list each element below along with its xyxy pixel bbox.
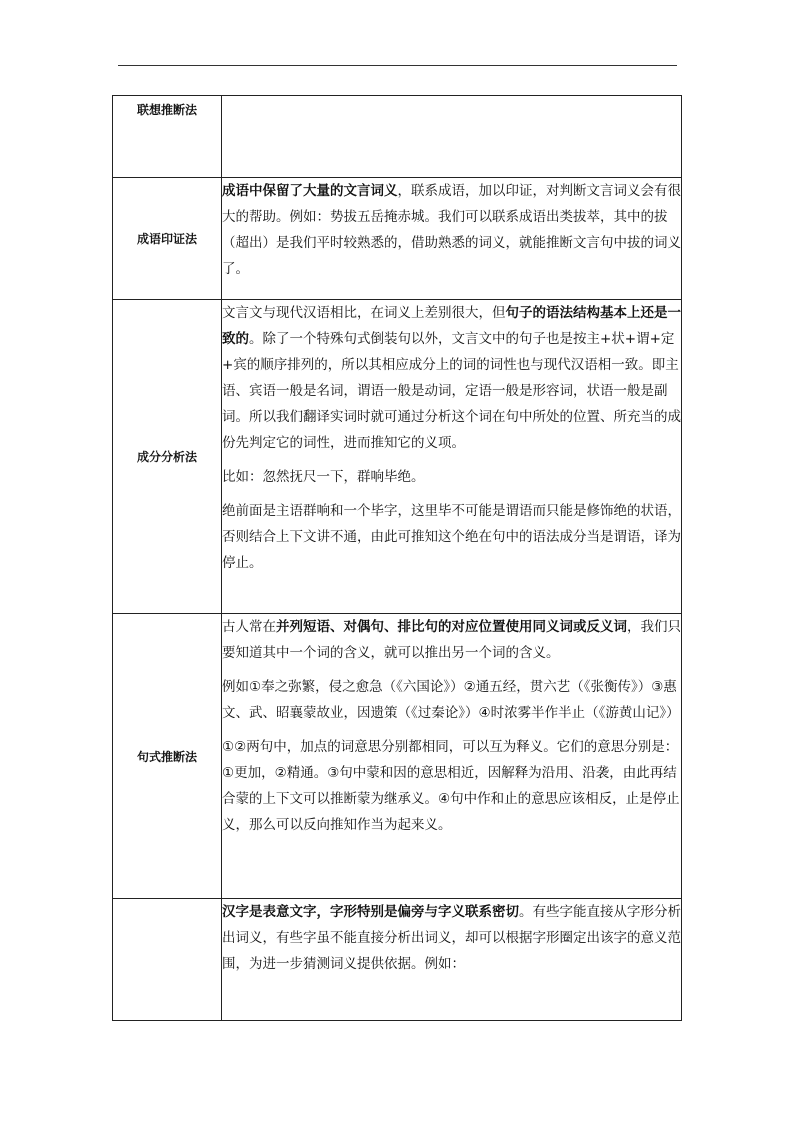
table-row	[113, 300, 682, 614]
bold-text: 成语中保留了大量的文言词义	[222, 183, 398, 199]
text-run: 。除了一个特殊句式倒装句以外，文言文中的句子也是按主+状+谓+定+宾的顺序排列的，所以其相应成分上的词的词性也与现代汉语相一致。即主语、宾语一般是名词，谓语一般是动词，定语一般是形容词，状语一般是副词。所以我们翻译实词时就可通过分析这个词在句中所处的位置、所充当的成份先判定它的词性，进而推知它的义项。	[222, 331, 681, 451]
bold-text: 汉字是表意文字，字形特别是偏旁与字义联系密切	[222, 904, 519, 920]
table-row	[113, 178, 682, 300]
bold-text: 并列短语、对偶句、排比句的对应位置使用同义词或反义词	[276, 619, 627, 635]
method-label-cell	[113, 178, 222, 300]
paragraph	[222, 899, 681, 977]
method-description-cell	[222, 899, 682, 1021]
paragraph	[222, 300, 681, 456]
method-label-cell	[113, 96, 222, 178]
text-run: 绝前面是主语群响和一个毕字，这里毕不可能是谓语而只能是修饰绝的状语，否则结合上下文讲不通，由此可推知这个绝在句中的语法成分当是谓语，译为停止。	[222, 503, 681, 571]
text-run: 古人常在	[222, 619, 276, 635]
method-description-cell	[222, 96, 682, 178]
paragraph	[222, 674, 681, 726]
text-run: 例如①奉之弥繁，侵之愈急（《六国论》）②通五经，贯六艺（《张衡传》）③惠文、武、昭襄蒙故业，因遗策（《过秦论》）④时浓雾半作半止（《游黄山记》）	[222, 679, 680, 721]
paragraph	[222, 464, 681, 490]
method-description-cell	[222, 178, 682, 300]
method-label-cell	[113, 899, 222, 1021]
method-label: 成分分析法	[136, 450, 197, 464]
paragraph	[222, 178, 681, 282]
paragraph	[222, 614, 681, 666]
method-description-cell	[222, 614, 682, 899]
methods-table	[112, 95, 682, 1021]
method-label-cell	[113, 300, 222, 614]
paragraph	[222, 734, 681, 838]
text-run: 比如：忽然抚尺一下，群响毕绝。	[222, 469, 425, 485]
table-row	[113, 899, 682, 1021]
text-run: 文言文与现代汉语相比，在词义上差别很大，但	[222, 305, 506, 321]
header-rule	[118, 65, 677, 66]
method-label: 成语印证法	[136, 232, 197, 246]
table-row	[113, 96, 682, 178]
method-label-cell	[113, 614, 222, 899]
method-label: 句式推断法	[136, 749, 197, 764]
bold-text: 句子的语法结构基本上还是一致的	[222, 305, 681, 347]
method-label: 联想推断法	[136, 103, 197, 117]
text-run: ，我们只要知道其中一个词的含义，就可以推出另一个词的含义。	[222, 619, 681, 661]
table-row	[113, 614, 682, 899]
paragraph	[222, 498, 681, 576]
text-run: 。有些字能直接从字形分析出词义，有些字虽不能直接分析出词义，却可以根据字形圈定出该字的意义范围，为进一步猜测词义提供依据。例如：	[222, 904, 681, 972]
method-description-cell	[222, 300, 682, 614]
text-run: ，联系成语，加以印证，对判断文言词义会有很大的帮助。例如：势拔五岳掩赤城。我们可以联系成语出类拔萃，其中的拔（超出）是我们平时较熟悉的，借助熟悉的词义，就能推断文言句中拔的词义了。	[222, 183, 681, 277]
text-run: ①②两句中，加点的词意思分别都相同，可以互为释义。它们的意思分别是：①更加，②精通。③句中蒙和因的意思相近，因解释为沿用、沿袭，由此再结合蒙的上下文可以推断蒙为继承义。④句中作和止的意思应该相反，止是停止义，那么可以反向推知作当为起来义。	[222, 739, 680, 833]
